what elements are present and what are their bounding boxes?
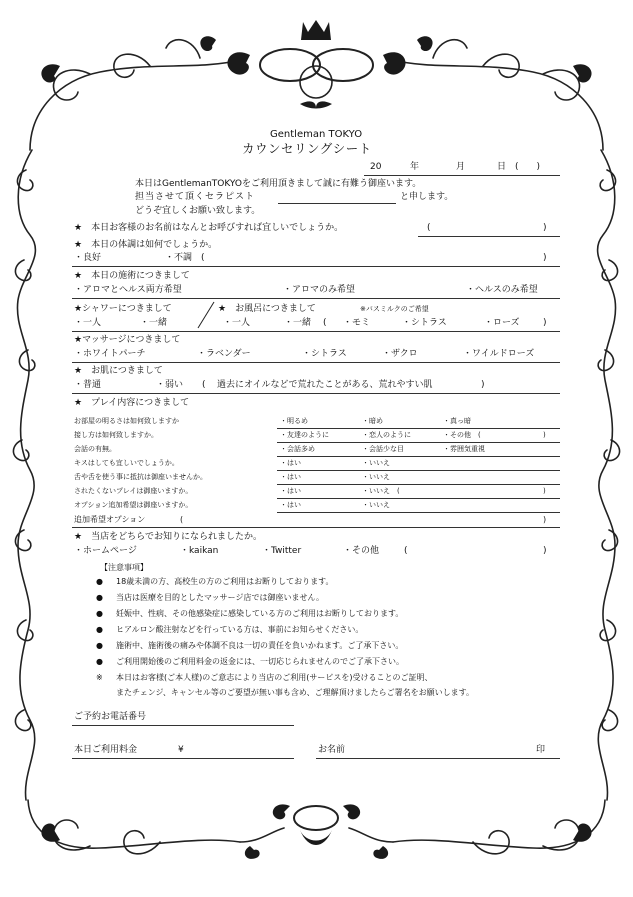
play-row-opt[interactable]: ・恋人のように bbox=[362, 431, 411, 439]
milk-rose[interactable]: ・ローズ bbox=[484, 318, 520, 328]
play-row-opt[interactable]: ・会話多め bbox=[280, 445, 315, 453]
option-paren-close: ) bbox=[543, 515, 547, 524]
note-bullet: ● bbox=[96, 609, 103, 618]
treatment-health[interactable]: ・ヘルスのみ希望 bbox=[466, 285, 538, 295]
note-text: ヒアルロン酸注射などを行っている方は、事前にお知らせください。 bbox=[116, 625, 364, 634]
question-condition: ★ 本日の体調は如何でしょうか。 bbox=[74, 240, 218, 250]
divider bbox=[72, 527, 560, 528]
note-bullet: ● bbox=[96, 593, 103, 602]
shower-alone[interactable]: ・一人 bbox=[74, 318, 102, 328]
bath-alone[interactable]: ・一人 bbox=[223, 318, 251, 328]
divider bbox=[72, 298, 560, 299]
shower-together[interactable]: ・一緒 bbox=[140, 318, 168, 328]
note-text: ご利用開始後のご利用料金の返金には、一切応じられませんのでご了承下さい。 bbox=[116, 657, 404, 666]
play-row-label: されたくないプレイは御座いますか。 bbox=[74, 487, 193, 495]
divider bbox=[72, 331, 560, 332]
play-row-label: 舌や舌を使う事に抵抗は御座いませんか。 bbox=[74, 473, 207, 481]
condition-close: ) bbox=[543, 253, 547, 263]
massage-opt-4[interactable]: ・ザクロ bbox=[382, 349, 418, 359]
intro-line-1: 本日はGentlemanTOKYOをご利用頂きまして誠に有難う御座います。 bbox=[135, 179, 422, 189]
bath-together[interactable]: ・一緒 bbox=[284, 318, 312, 328]
skin-weak[interactable]: ・弱い bbox=[156, 380, 184, 390]
note-text: 18歳未満の方、高校生の方のご利用はお断りしております。 bbox=[116, 577, 334, 586]
intro-line-3: どうぞ宜しくお願い致します。 bbox=[135, 206, 261, 216]
play-row-opt[interactable]: ・友達のように bbox=[280, 431, 329, 439]
source-paren-close: ) bbox=[543, 546, 547, 556]
row-line bbox=[277, 484, 560, 485]
intro-therapist-label: 担当させて頂くセラピスト bbox=[135, 192, 256, 202]
bath-paren: ( bbox=[323, 318, 327, 328]
seal-mark: 印 bbox=[536, 745, 546, 755]
sheet-title: カウンセリングシート bbox=[242, 141, 372, 156]
note-text: 施術中、施術後の痛みや体調不良は一切の責任を負いかねます。ご了承下さい。 bbox=[116, 641, 404, 650]
play-row-label: 会話の有無。 bbox=[74, 445, 116, 453]
option-paren-open: ( bbox=[180, 515, 184, 524]
question-skin: ★ お肌につきまして bbox=[74, 366, 163, 376]
yen-sign: ¥ bbox=[178, 745, 184, 755]
note-text: 当店は医療を目的としたマッサージ店では御座いません。 bbox=[116, 593, 324, 602]
note-text: 妊娠中、性病、その他感染症に感染している方のご利用はお断りしております。 bbox=[116, 609, 404, 618]
note-last-line: またチェンジ、キャンセル等のご要望が無い事も含め、ご理解頂けましたらご署名をお願いします。 bbox=[116, 688, 474, 697]
question-source: ★ 当店をどちらでお知りになられましたか。 bbox=[74, 532, 262, 542]
play-row-opt[interactable]: ・はい bbox=[280, 501, 301, 509]
phone-label: ご予約お電話番号 bbox=[74, 712, 147, 722]
play-row-close: ) bbox=[543, 431, 546, 439]
massage-opt-3[interactable]: ・シトラス bbox=[302, 349, 347, 359]
play-row-opt[interactable]: ・雰囲気重視 bbox=[443, 445, 485, 453]
play-row-opt[interactable]: ・はい bbox=[280, 459, 301, 467]
row-line bbox=[277, 456, 560, 457]
play-row-opt[interactable]: ・会話少な目 bbox=[362, 445, 404, 453]
name-answer-line bbox=[418, 236, 560, 237]
bath-milk-note: ※バスミルクのご希望 bbox=[360, 305, 429, 313]
date-day: 日 bbox=[497, 162, 507, 172]
milk-momi[interactable]: ・モミ bbox=[343, 318, 371, 328]
note-bullet: ● bbox=[96, 641, 103, 650]
milk-citrus[interactable]: ・シトラス bbox=[402, 318, 447, 328]
play-row-opt[interactable]: ・いいえ bbox=[362, 459, 390, 467]
note-bullet: ● bbox=[96, 657, 103, 666]
question-name: ★ 本日お客様のお名前はなんとお呼びすれば宜しいでしょうか。 bbox=[74, 223, 344, 233]
play-row-opt[interactable]: ・はい bbox=[280, 487, 301, 495]
note-text: 本日はお客様(ご本人様)のご意志により当店のご利用(サービスを)受けることのご証明、 bbox=[116, 673, 433, 682]
name-paren-close: ) bbox=[543, 223, 547, 233]
therapist-name-line bbox=[278, 203, 396, 204]
play-row-opt[interactable]: ・真っ暗 bbox=[443, 417, 471, 425]
date-underline bbox=[364, 175, 560, 176]
date-weekday: ( ) bbox=[515, 162, 541, 172]
divider bbox=[72, 393, 560, 394]
divider bbox=[72, 362, 560, 363]
row-line bbox=[277, 512, 560, 513]
play-row-opt[interactable]: ・いいえ ( bbox=[362, 487, 400, 495]
row-line bbox=[277, 428, 560, 429]
play-row-opt[interactable]: ・明るめ bbox=[280, 417, 308, 425]
intro-therapist-suffix: と申します。 bbox=[400, 192, 454, 202]
date-year: 年 bbox=[410, 162, 420, 172]
date-month: 月 bbox=[456, 162, 466, 172]
row-line bbox=[277, 470, 560, 471]
note-bullet: ● bbox=[96, 577, 103, 586]
source-paren-open: ( bbox=[404, 546, 408, 556]
source-twitter[interactable]: ・Twitter bbox=[262, 546, 302, 556]
fee-line[interactable] bbox=[72, 758, 294, 759]
date-year-prefix: 20 bbox=[370, 162, 382, 172]
bath-close: ) bbox=[543, 318, 547, 328]
source-homepage[interactable]: ・ホームページ bbox=[74, 546, 137, 556]
question-massage: ★マッサージにつきまして bbox=[74, 335, 181, 345]
play-row-label: 接し方は如何致しますか。 bbox=[74, 431, 158, 439]
skin-sensitive[interactable]: 過去にオイルなどで荒れたことがある、荒れやすい肌 bbox=[217, 380, 433, 390]
option-label: 追加希望オプション bbox=[74, 515, 146, 524]
play-row-opt[interactable]: ・いいえ bbox=[362, 473, 390, 481]
play-row-opt[interactable]: ・その他 ( bbox=[443, 431, 481, 439]
source-other[interactable]: ・その他 bbox=[343, 546, 380, 556]
row-line bbox=[277, 498, 560, 499]
divider bbox=[72, 266, 560, 267]
note-bullet: ● bbox=[96, 625, 103, 634]
name-paren-open: ( bbox=[427, 223, 431, 233]
question-treatment: ★ 本日の施術につきまして bbox=[74, 271, 190, 281]
row-line bbox=[277, 442, 560, 443]
question-shower: ★シャワーにつきまして bbox=[74, 304, 172, 314]
play-row-close: ) bbox=[543, 487, 546, 495]
play-row-opt[interactable]: ・はい bbox=[280, 473, 301, 481]
skin-normal[interactable]: ・普通 bbox=[74, 380, 102, 390]
condition-bad[interactable]: ・不調 ( bbox=[165, 253, 205, 263]
slash-divider bbox=[196, 300, 216, 330]
condition-good[interactable]: ・良好 bbox=[74, 253, 102, 263]
notes-title: 【注意事項】 bbox=[100, 563, 148, 572]
play-row-label: オプション追加希望は御座いますか。 bbox=[74, 501, 193, 509]
phone-line[interactable] bbox=[72, 725, 294, 726]
massage-opt-5[interactable]: ・ワイルドローズ bbox=[463, 349, 535, 359]
play-row-opt[interactable]: ・暗め bbox=[362, 417, 383, 425]
signature-line[interactable] bbox=[316, 758, 560, 759]
massage-opt-2[interactable]: ・ラベンダー bbox=[197, 349, 251, 359]
play-row-label: キスはしても宜しいでしょうか。 bbox=[74, 459, 179, 467]
question-play: ★ プレイ内容につきまして bbox=[74, 398, 190, 408]
treatment-aroma[interactable]: ・アロマのみ希望 bbox=[283, 285, 356, 295]
name-label: お名前 bbox=[318, 745, 346, 755]
note-bullet: ※ bbox=[96, 673, 103, 682]
skin-close: ) bbox=[481, 380, 485, 390]
skin-paren: ( bbox=[202, 380, 206, 390]
play-row-opt[interactable]: ・いいえ bbox=[362, 501, 390, 509]
play-row-label: お部屋の明るさは如何致しますか bbox=[74, 417, 179, 425]
massage-opt-1[interactable]: ・ホワイトパーチ bbox=[74, 349, 146, 359]
question-bath: ★ お風呂につきまして bbox=[218, 304, 316, 314]
brand-name: Gentleman TOKYO bbox=[270, 129, 363, 140]
treatment-both[interactable]: ・アロマとヘルス両方希望 bbox=[74, 285, 182, 295]
fee-label: 本日ご利用料金 bbox=[74, 745, 138, 755]
source-kaikan[interactable]: ・kaikan bbox=[180, 546, 219, 556]
